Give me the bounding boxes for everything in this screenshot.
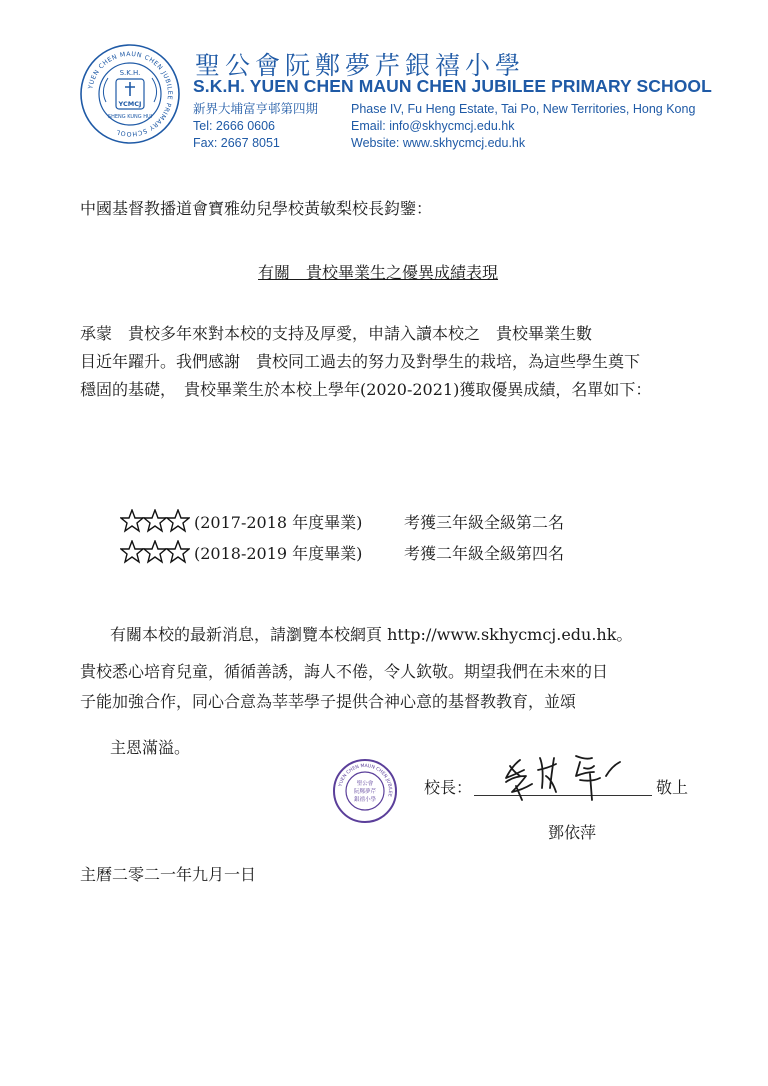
three-stars-icon: [120, 540, 190, 564]
logo-top-text: S.K.H.: [119, 69, 141, 77]
address-chinese: 新界大埔富亨邨第四期: [193, 102, 319, 116]
handwritten-signature-icon: [480, 746, 650, 804]
website-note: 有關本校的最新消息，請瀏覽本校網頁 http://www.skhycmcj.edu.hk。: [110, 625, 633, 644]
letter-date: 主曆二零二一年九月一日: [80, 865, 257, 884]
graduation-year: (2017-2018 年度畢業): [194, 512, 363, 532]
school-name-chinese: 聖公會阮鄭夢芹銀禧小學: [195, 51, 526, 80]
paragraph-2-line: 子能加強合作，同心合意為莘莘學子提供合神心意的基督教教育，並頌: [80, 692, 577, 711]
address-english: Phase IV, Fu Heng Estate, Tai Po, New Territories, Hong Kong: [351, 102, 696, 116]
salutation: 中國基督教播道會寶雅幼兒學校黃敏梨校長鈞鑒：: [80, 199, 433, 218]
email: Email: info@skhycmcj.edu.hk: [351, 119, 515, 133]
stamp-center-line: 聖公會: [356, 781, 374, 787]
signature: [480, 746, 650, 804]
achievement-result: 考獲二年級全級第四名: [404, 543, 565, 563]
graduation-year: (2018-2019 年度畢業): [194, 543, 363, 563]
three-stars-icon: [120, 509, 190, 533]
paragraph-2: [80, 657, 608, 717]
fax: Fax: 2667 8051: [193, 136, 280, 150]
contact-right: [351, 101, 695, 152]
principal-label: 校長：: [424, 778, 473, 797]
school-name-english: S.K.H. YUEN CHEN MAUN CHEN JUBILEE PRIMARY SCHOOL: [193, 76, 712, 96]
respect-closing: 敬上: [656, 778, 689, 797]
school-logo: [78, 42, 182, 146]
school-stamp: [332, 758, 398, 824]
paragraph-1: [80, 320, 700, 404]
achievement-row: [120, 539, 564, 565]
paragraph-1-line: 目近年躍升。我們感謝 貴校同工過去的努力及對學生的栽培，為這些學生奠下: [80, 352, 641, 371]
achievement-row: [120, 508, 564, 534]
website: Website: www.skhycmcj.edu.hk: [351, 136, 526, 150]
telephone: Tel: 2666 0606: [193, 119, 276, 133]
contact-left: [193, 101, 318, 152]
stamp-center-line: 銀禧小學: [353, 797, 377, 803]
principal-name: 鄧依萍: [548, 823, 597, 842]
achievement-result: 考獲三年級全級第二名: [404, 512, 565, 532]
closing-blessing: 主恩滿溢。: [110, 738, 191, 757]
logo-bottom-text: SHENG KUNG HUI: [107, 114, 153, 120]
stamp-center-line: 阮鄭夢芹: [353, 789, 377, 795]
paragraph-1-line: 承蒙 貴校多年來對本校的支持及厚愛，申請入讀本校之 貴校畢業生數: [80, 324, 593, 343]
subject-line: 有關 貴校畢業生之優異成績表現: [258, 263, 499, 282]
school-crest-icon: [78, 42, 182, 146]
paragraph-1-line: 穩固的基礎， 貴校畢業生於本校上學年(2020-2021)獲取優異成績，名單如下：: [80, 380, 652, 399]
logo-monogram: YCMCJ: [118, 100, 142, 108]
logo-ring-textpath: YUEN CHEN MAUN CHEN JUBILEE PRIMARY SCHOOL: [87, 50, 174, 138]
stamp-ring-textpath: YUEN CHEN MAUN CHEN JUBILEE: [338, 763, 393, 797]
school-stamp-icon: [332, 758, 398, 824]
paragraph-2-line: 貴校悉心培育兒童，循循善誘，誨人不倦，令人欽敬。期望我們在未來的日: [80, 662, 609, 681]
